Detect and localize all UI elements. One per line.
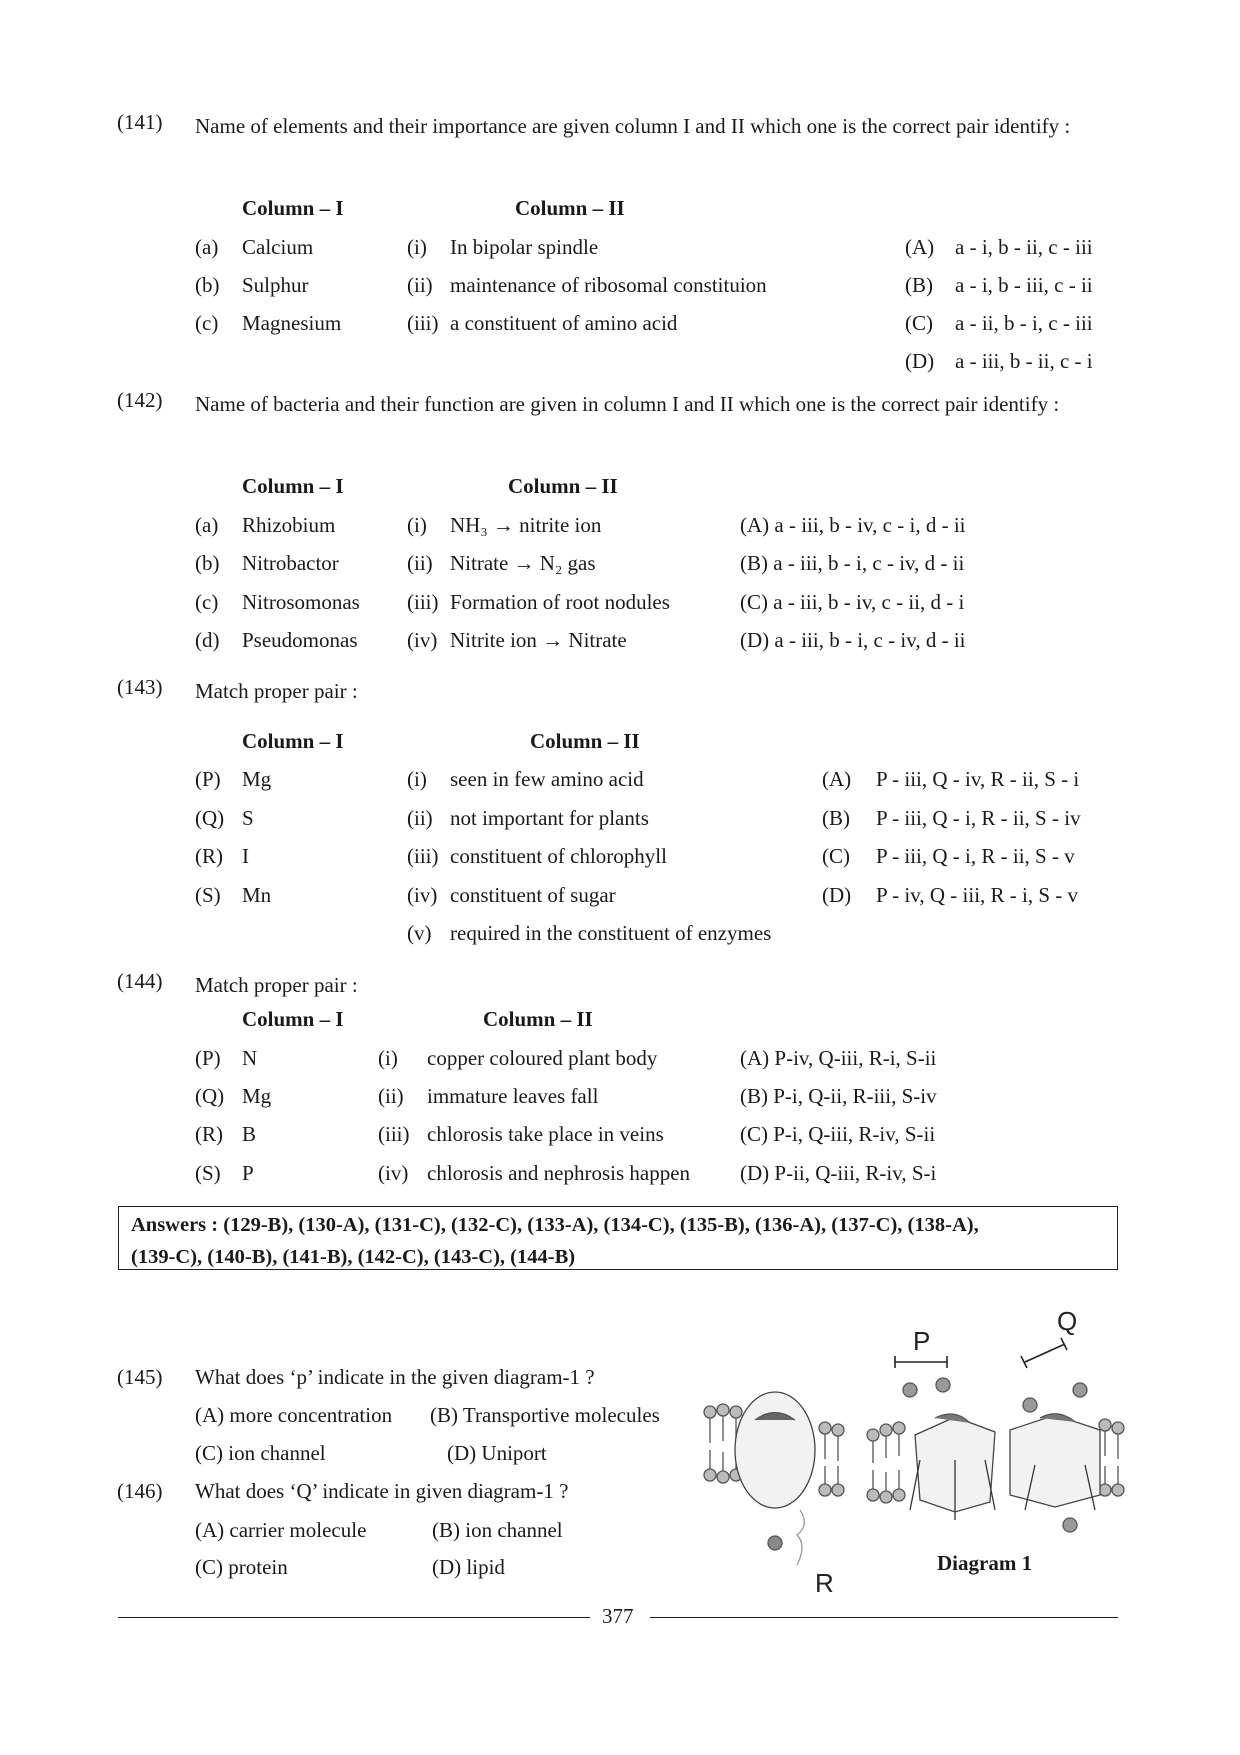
page-number: 377 <box>602 1604 634 1628</box>
row-roman: (ii) <box>378 1084 404 1108</box>
label-p: P <box>913 1326 931 1356</box>
row-item: Mg <box>242 1084 272 1108</box>
row-desc: Nitrite ion → Nitrate <box>450 628 627 652</box>
row-item: Rhizobium <box>242 513 336 537</box>
option: (A) a - iii, b - iv, c - i, d - ii <box>740 513 966 537</box>
option-label: (A) <box>905 235 935 259</box>
row-desc: Nitrate → N₂ gas <box>450 551 596 575</box>
row-desc: copper coloured plant body <box>427 1046 658 1070</box>
row-label: (P) <box>195 1046 221 1070</box>
option-text: a - i, b - ii, c - iii <box>955 235 1093 259</box>
answers-line-1: Answers : (129-B), (130-A), (131-C), (132-C), (133-A), (134-C), (135-B), (136-A), (137-C), (138-A), <box>131 1214 979 1236</box>
row-desc: required in the constituent of enzymes <box>450 921 772 945</box>
question-text: Match proper pair : <box>195 679 358 703</box>
row-label: (b) <box>195 273 220 297</box>
row-item: B <box>242 1122 257 1146</box>
row-roman: (i) <box>407 235 427 259</box>
row-item: Calcium <box>242 235 314 259</box>
membrane-transport-diagram <box>695 1300 1135 1600</box>
option-text: P - iii, Q - i, R - ii, S - iv <box>876 806 1081 830</box>
question-number: (143) <box>117 675 163 699</box>
row-desc: Formation of root nodules <box>450 590 670 614</box>
question-text: What does ‘Q’ indicate in given diagram-1 ? <box>195 1479 569 1503</box>
option-d: (D) Uniport <box>447 1441 547 1465</box>
question-number: (142) <box>117 388 163 412</box>
row-roman: (ii) <box>407 806 433 830</box>
row-desc: chlorosis take place in veins <box>427 1122 664 1146</box>
option-text: a - ii, b - i, c - iii <box>955 311 1093 335</box>
transport-protein <box>1010 1415 1100 1507</box>
row-label: (d) <box>195 628 220 652</box>
option-label: (D) <box>905 349 935 373</box>
option-text: P - iii, Q - iv, R - ii, S - i <box>876 767 1080 791</box>
row-item: Sulphur <box>242 273 309 297</box>
column-2-header: Column – II <box>530 729 640 753</box>
question-number: (144) <box>117 969 163 993</box>
option-text: P - iii, Q - i, R - ii, S - v <box>876 844 1075 868</box>
row-roman: (ii) <box>407 273 433 297</box>
column-1-header: Column – I <box>242 196 344 220</box>
row-roman: (iv) <box>407 628 438 652</box>
row-roman: (i) <box>407 767 427 791</box>
row-desc: immature leaves fall <box>427 1084 599 1108</box>
row-label: (R) <box>195 1122 223 1146</box>
option-label: (B) <box>822 806 850 830</box>
row-item: S <box>242 806 254 830</box>
question-text: Match proper pair : <box>195 973 358 997</box>
column-1-header: Column – I <box>242 1007 344 1031</box>
diagram-graphic <box>695 1300 1135 1600</box>
option-a: (A) more concentration <box>195 1403 393 1427</box>
row-desc: not important for plants <box>450 806 649 830</box>
row-roman: (iv) <box>407 883 438 907</box>
row-desc: maintenance of ribosomal constituion <box>450 273 767 297</box>
option-label: (C) <box>822 844 850 868</box>
row-item: P <box>242 1161 254 1185</box>
option-label: (A) <box>822 767 852 791</box>
row-label: (c) <box>195 590 219 614</box>
row-desc: In bipolar spindle <box>450 235 599 259</box>
row-label: (c) <box>195 311 219 335</box>
row-label: (Q) <box>195 806 225 830</box>
question-number: (145) <box>117 1365 163 1389</box>
option-label: (C) <box>905 311 933 335</box>
column-2-header: Column – II <box>508 474 618 498</box>
row-roman: (iii) <box>407 844 439 868</box>
row-item: N <box>242 1046 258 1070</box>
row-roman: (iii) <box>407 311 439 335</box>
option: (D) a - iii, b - i, c - iv, d - ii <box>740 628 966 652</box>
row-roman: (v) <box>407 921 432 945</box>
answers-line-2: (139-C), (140-B), (141-B), (142-C), (143-C), (144-B) <box>131 1246 576 1268</box>
row-desc: chlorosis and nephrosis happen <box>427 1161 691 1185</box>
question-text: What does ‘p’ indicate in the given diagram-1 ? <box>195 1365 595 1389</box>
answers-box <box>118 1206 1118 1270</box>
footer-rule-left <box>118 1617 590 1618</box>
row-desc: seen in few amino acid <box>450 767 644 791</box>
option: (D) P-ii, Q-iii, R-iv, S-i <box>740 1161 937 1185</box>
lipid-bilayer-middle <box>867 1422 905 1503</box>
column-1-header: Column – I <box>242 474 344 498</box>
row-roman: (iii) <box>407 590 439 614</box>
question-number: (146) <box>117 1479 163 1503</box>
diagram-caption: Diagram 1 <box>937 1551 1033 1575</box>
option-text: a - i, b - iii, c - ii <box>955 273 1093 297</box>
row-item: Nitrosomonas <box>242 590 360 614</box>
option: (B) P-i, Q-ii, R-iii, S-iv <box>740 1084 937 1108</box>
option-a: (A) carrier molecule <box>195 1518 367 1542</box>
option-b: (B) Transportive molecules <box>430 1403 660 1427</box>
question-text: Name of bacteria and their function are given in column I and II which one is the correct pair identify : <box>195 392 1060 416</box>
option: (B) a - iii, b - i, c - iv, d - ii <box>740 551 965 575</box>
question-number: (141) <box>117 110 163 134</box>
row-label: (P) <box>195 767 221 791</box>
q-bracket <box>1021 1338 1067 1368</box>
row-label: (S) <box>195 1161 221 1185</box>
footer-rule-right <box>650 1617 1118 1618</box>
row-item: Pseudomonas <box>242 628 358 652</box>
column-2-header: Column – II <box>515 196 625 220</box>
option-b: (B) ion channel <box>432 1518 563 1542</box>
row-item: Magnesium <box>242 311 342 335</box>
p-bracket <box>895 1356 947 1368</box>
row-item: Mg <box>242 767 272 791</box>
row-desc: constituent of sugar <box>450 883 616 907</box>
ion-particle <box>768 1536 782 1550</box>
label-q: Q <box>1057 1306 1078 1336</box>
row-label: (a) <box>195 235 219 259</box>
row-item: Mn <box>242 883 272 907</box>
row-desc: a constituent of amino acid <box>450 311 678 335</box>
option: (A) P-iv, Q-iii, R-i, S-ii <box>740 1046 937 1070</box>
option-text: a - iii, b - ii, c - i <box>955 349 1093 373</box>
column-2-header: Column – II <box>483 1007 593 1031</box>
option-label: (D) <box>822 883 852 907</box>
row-item: Nitrobactor <box>242 551 339 575</box>
row-roman: (ii) <box>407 551 433 575</box>
row-roman: (i) <box>407 513 427 537</box>
row-roman: (iv) <box>378 1161 409 1185</box>
column-1-header: Column – I <box>242 729 344 753</box>
row-desc: constituent of chlorophyll <box>450 844 667 868</box>
option-text: P - iv, Q - iii, R - i, S - v <box>876 883 1079 907</box>
lipid-bilayer-right <box>1099 1419 1124 1496</box>
row-label: (b) <box>195 551 220 575</box>
option-c: (C) ion channel <box>195 1441 326 1465</box>
row-label: (S) <box>195 883 221 907</box>
option-d: (D) lipid <box>432 1555 505 1579</box>
row-label: (Q) <box>195 1084 225 1108</box>
question-text: Name of elements and their importance are given column I and II which one is the correct pair identify : <box>195 114 1071 138</box>
row-roman: (i) <box>378 1046 398 1070</box>
option-c: (C) protein <box>195 1555 288 1579</box>
option-label: (B) <box>905 273 933 297</box>
label-r: R <box>815 1568 834 1598</box>
row-desc: NH₃ → nitrite ion <box>450 513 602 537</box>
option: (C) P-i, Q-iii, R-iv, S-ii <box>740 1122 936 1146</box>
carrier-protein <box>735 1392 815 1508</box>
row-roman: (iii) <box>378 1122 410 1146</box>
row-label: (a) <box>195 513 219 537</box>
option: (C) a - iii, b - iv, c - ii, d - i <box>740 590 965 614</box>
row-item: I <box>242 844 249 868</box>
row-label: (R) <box>195 844 223 868</box>
